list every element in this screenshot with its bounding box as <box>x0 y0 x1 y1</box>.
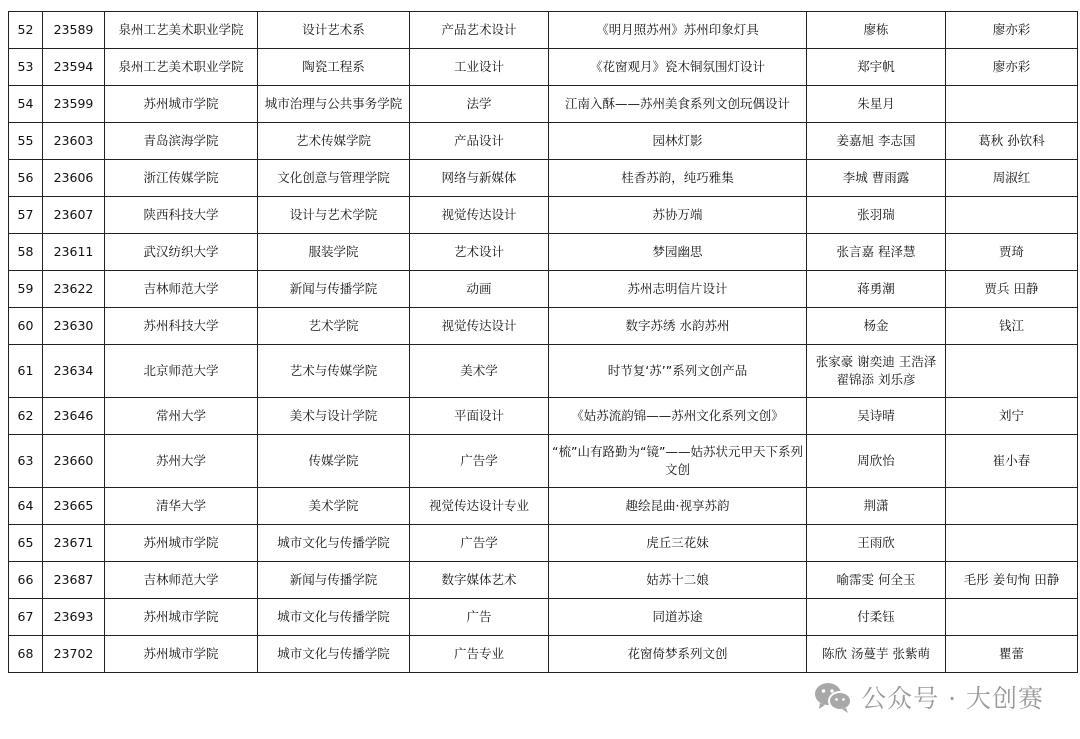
row-number-cell: 55 <box>9 123 43 160</box>
entry-code-cell: 23634 <box>43 345 105 398</box>
table-row <box>9 435 1078 488</box>
authors-cell: 李城 曹雨露 <box>807 160 946 197</box>
table-row <box>9 49 1078 86</box>
advisors-cell: 崔小春 <box>946 435 1078 488</box>
table-row <box>9 271 1078 308</box>
major-cell: 动画 <box>410 271 549 308</box>
advisors-cell <box>946 525 1078 562</box>
row-number-cell: 59 <box>9 271 43 308</box>
school-cell: 苏州城市学院 <box>105 636 258 673</box>
school-cell: 陕西科技大学 <box>105 197 258 234</box>
table-row <box>9 86 1078 123</box>
major-cell: 产品艺术设计 <box>410 12 549 49</box>
advisors-cell: 毛彤 姜旬恂 田静 <box>946 562 1078 599</box>
row-number-cell: 58 <box>9 234 43 271</box>
work-title-cell: 虎丘三花妹 <box>549 525 807 562</box>
work-title-cell: 园林灯影 <box>549 123 807 160</box>
row-number-cell: 68 <box>9 636 43 673</box>
major-cell: 广告学 <box>410 435 549 488</box>
account-watermark <box>813 678 1044 716</box>
authors-cell: 王雨欣 <box>807 525 946 562</box>
advisors-cell: 贾琦 <box>946 234 1078 271</box>
table-row <box>9 599 1078 636</box>
major-cell: 平面设计 <box>410 398 549 435</box>
table-row <box>9 123 1078 160</box>
department-cell: 艺术传媒学院 <box>258 123 410 160</box>
school-cell: 泉州工艺美术职业学院 <box>105 49 258 86</box>
major-cell: 视觉传达设计 <box>410 308 549 345</box>
advisors-cell: 贾兵 田静 <box>946 271 1078 308</box>
work-title-cell: 数字苏绣 水韵苏州 <box>549 308 807 345</box>
work-title-cell: 时节复‘苏’”系列文创产品 <box>549 345 807 398</box>
work-title-cell: 趣绘昆曲·视享苏韵 <box>549 488 807 525</box>
authors-cell: 陈欣 汤蔓芋 张紫萌 <box>807 636 946 673</box>
row-number-cell: 52 <box>9 12 43 49</box>
entry-code-cell: 23607 <box>43 197 105 234</box>
entry-code-cell: 23630 <box>43 308 105 345</box>
work-title-cell: 江南入酥——苏州美食系列文创玩偶设计 <box>549 86 807 123</box>
row-number-cell: 57 <box>9 197 43 234</box>
table-row <box>9 12 1078 49</box>
school-cell: 常州大学 <box>105 398 258 435</box>
authors-cell: 朱星月 <box>807 86 946 123</box>
row-number-cell: 66 <box>9 562 43 599</box>
row-number-cell: 65 <box>9 525 43 562</box>
advisors-cell <box>946 86 1078 123</box>
entry-code-cell: 23603 <box>43 123 105 160</box>
table-row <box>9 488 1078 525</box>
table-body <box>9 12 1078 673</box>
advisors-cell: 刘宁 <box>946 398 1078 435</box>
entry-code-cell: 23589 <box>43 12 105 49</box>
authors-cell: 蒋勇潮 <box>807 271 946 308</box>
work-title-cell: “梳”山有路勤为“镜”——姑苏状元甲天下系列文创 <box>549 435 807 488</box>
department-cell: 设计与艺术学院 <box>258 197 410 234</box>
school-cell: 泉州工艺美术职业学院 <box>105 12 258 49</box>
table-row <box>9 636 1078 673</box>
work-title-cell: 苏州志明信片设计 <box>549 271 807 308</box>
work-title-cell: 梦园幽思 <box>549 234 807 271</box>
department-cell: 城市治理与公共事务学院 <box>258 86 410 123</box>
advisors-cell: 瞿蕾 <box>946 636 1078 673</box>
watermark-text: 公众号 · 大创赛 <box>861 684 1044 713</box>
advisors-cell <box>946 197 1078 234</box>
major-cell: 数字媒体艺术 <box>410 562 549 599</box>
department-cell: 艺术学院 <box>258 308 410 345</box>
entry-code-cell: 23665 <box>43 488 105 525</box>
school-cell: 青岛滨海学院 <box>105 123 258 160</box>
school-cell: 清华大学 <box>105 488 258 525</box>
authors-cell: 付柔钰 <box>807 599 946 636</box>
row-number-cell: 62 <box>9 398 43 435</box>
work-title-cell: 桂香苏韵，纯巧雅集 <box>549 160 807 197</box>
entry-code-cell: 23594 <box>43 49 105 86</box>
school-cell: 苏州科技大学 <box>105 308 258 345</box>
school-cell: 浙江传媒学院 <box>105 160 258 197</box>
entry-code-cell: 23660 <box>43 435 105 488</box>
table-row <box>9 345 1078 398</box>
authors-cell: 喻霈雯 何全玉 <box>807 562 946 599</box>
department-cell: 城市文化与传播学院 <box>258 636 410 673</box>
major-cell: 法学 <box>410 86 549 123</box>
authors-cell: 周欣怡 <box>807 435 946 488</box>
authors-cell: 郑宇帆 <box>807 49 946 86</box>
department-cell: 美术与设计学院 <box>258 398 410 435</box>
table-row <box>9 308 1078 345</box>
wechat-icon <box>813 680 853 714</box>
school-cell: 武汉纺织大学 <box>105 234 258 271</box>
department-cell: 传媒学院 <box>258 435 410 488</box>
results-table <box>8 11 1078 673</box>
row-number-cell: 60 <box>9 308 43 345</box>
department-cell: 新闻与传播学院 <box>258 271 410 308</box>
entry-code-cell: 23693 <box>43 599 105 636</box>
advisors-cell <box>946 488 1078 525</box>
major-cell: 广告学 <box>410 525 549 562</box>
school-cell: 北京师范大学 <box>105 345 258 398</box>
table-row <box>9 234 1078 271</box>
department-cell: 陶瓷工程系 <box>258 49 410 86</box>
department-cell: 艺术与传媒学院 <box>258 345 410 398</box>
authors-cell: 荆潇 <box>807 488 946 525</box>
advisors-cell: 葛秋 孙钦科 <box>946 123 1078 160</box>
school-cell: 吉林师范大学 <box>105 562 258 599</box>
row-number-cell: 64 <box>9 488 43 525</box>
entry-code-cell: 23646 <box>43 398 105 435</box>
authors-cell: 张羽瑞 <box>807 197 946 234</box>
major-cell: 美术学 <box>410 345 549 398</box>
entry-code-cell: 23671 <box>43 525 105 562</box>
authors-cell: 张言嘉 程泽慧 <box>807 234 946 271</box>
department-cell: 城市文化与传播学院 <box>258 525 410 562</box>
major-cell: 视觉传达设计 <box>410 197 549 234</box>
work-title-cell: 《花窗观月》瓷木铜氛围灯设计 <box>549 49 807 86</box>
department-cell: 新闻与传播学院 <box>258 562 410 599</box>
advisors-cell: 廖亦彩 <box>946 12 1078 49</box>
work-title-cell: 花窗倚梦系列文创 <box>549 636 807 673</box>
authors-cell: 吴诗晴 <box>807 398 946 435</box>
department-cell: 文化创意与管理学院 <box>258 160 410 197</box>
school-cell: 苏州城市学院 <box>105 599 258 636</box>
authors-cell: 张家豪 谢奕迪 王浩泽 翟锦添 刘乐彦 <box>807 345 946 398</box>
advisors-cell: 周淑红 <box>946 160 1078 197</box>
major-cell: 广告专业 <box>410 636 549 673</box>
school-cell: 吉林师范大学 <box>105 271 258 308</box>
school-cell: 苏州城市学院 <box>105 86 258 123</box>
entry-code-cell: 23622 <box>43 271 105 308</box>
row-number-cell: 54 <box>9 86 43 123</box>
entry-code-cell: 23599 <box>43 86 105 123</box>
entry-code-cell: 23687 <box>43 562 105 599</box>
row-number-cell: 53 <box>9 49 43 86</box>
work-title-cell: 同道苏途 <box>549 599 807 636</box>
department-cell: 设计艺术系 <box>258 12 410 49</box>
major-cell: 网络与新媒体 <box>410 160 549 197</box>
row-number-cell: 67 <box>9 599 43 636</box>
work-title-cell: 苏协万端 <box>549 197 807 234</box>
work-title-cell: 《明月照苏州》苏州印象灯具 <box>549 12 807 49</box>
entry-code-cell: 23606 <box>43 160 105 197</box>
school-cell: 苏州城市学院 <box>105 525 258 562</box>
work-title-cell: 《姑苏流韵锦——苏州文化系列文创》 <box>549 398 807 435</box>
table-row <box>9 197 1078 234</box>
table-row <box>9 398 1078 435</box>
table-row <box>9 525 1078 562</box>
row-number-cell: 56 <box>9 160 43 197</box>
entry-code-cell: 23611 <box>43 234 105 271</box>
major-cell: 工业设计 <box>410 49 549 86</box>
authors-cell: 杨金 <box>807 308 946 345</box>
table-row <box>9 160 1078 197</box>
department-cell: 美术学院 <box>258 488 410 525</box>
authors-cell: 姜嘉旭 李志国 <box>807 123 946 160</box>
advisors-cell: 廖亦彩 <box>946 49 1078 86</box>
major-cell: 产品设计 <box>410 123 549 160</box>
department-cell: 服装学院 <box>258 234 410 271</box>
advisors-cell <box>946 599 1078 636</box>
major-cell: 艺术设计 <box>410 234 549 271</box>
work-title-cell: 姑苏十二娘 <box>549 562 807 599</box>
row-number-cell: 61 <box>9 345 43 398</box>
advisors-cell: 钱江 <box>946 308 1078 345</box>
major-cell: 广告 <box>410 599 549 636</box>
entry-code-cell: 23702 <box>43 636 105 673</box>
school-cell: 苏州大学 <box>105 435 258 488</box>
major-cell: 视觉传达设计专业 <box>410 488 549 525</box>
advisors-cell <box>946 345 1078 398</box>
department-cell: 城市文化与传播学院 <box>258 599 410 636</box>
authors-cell: 廖栋 <box>807 12 946 49</box>
table-row <box>9 562 1078 599</box>
row-number-cell: 63 <box>9 435 43 488</box>
